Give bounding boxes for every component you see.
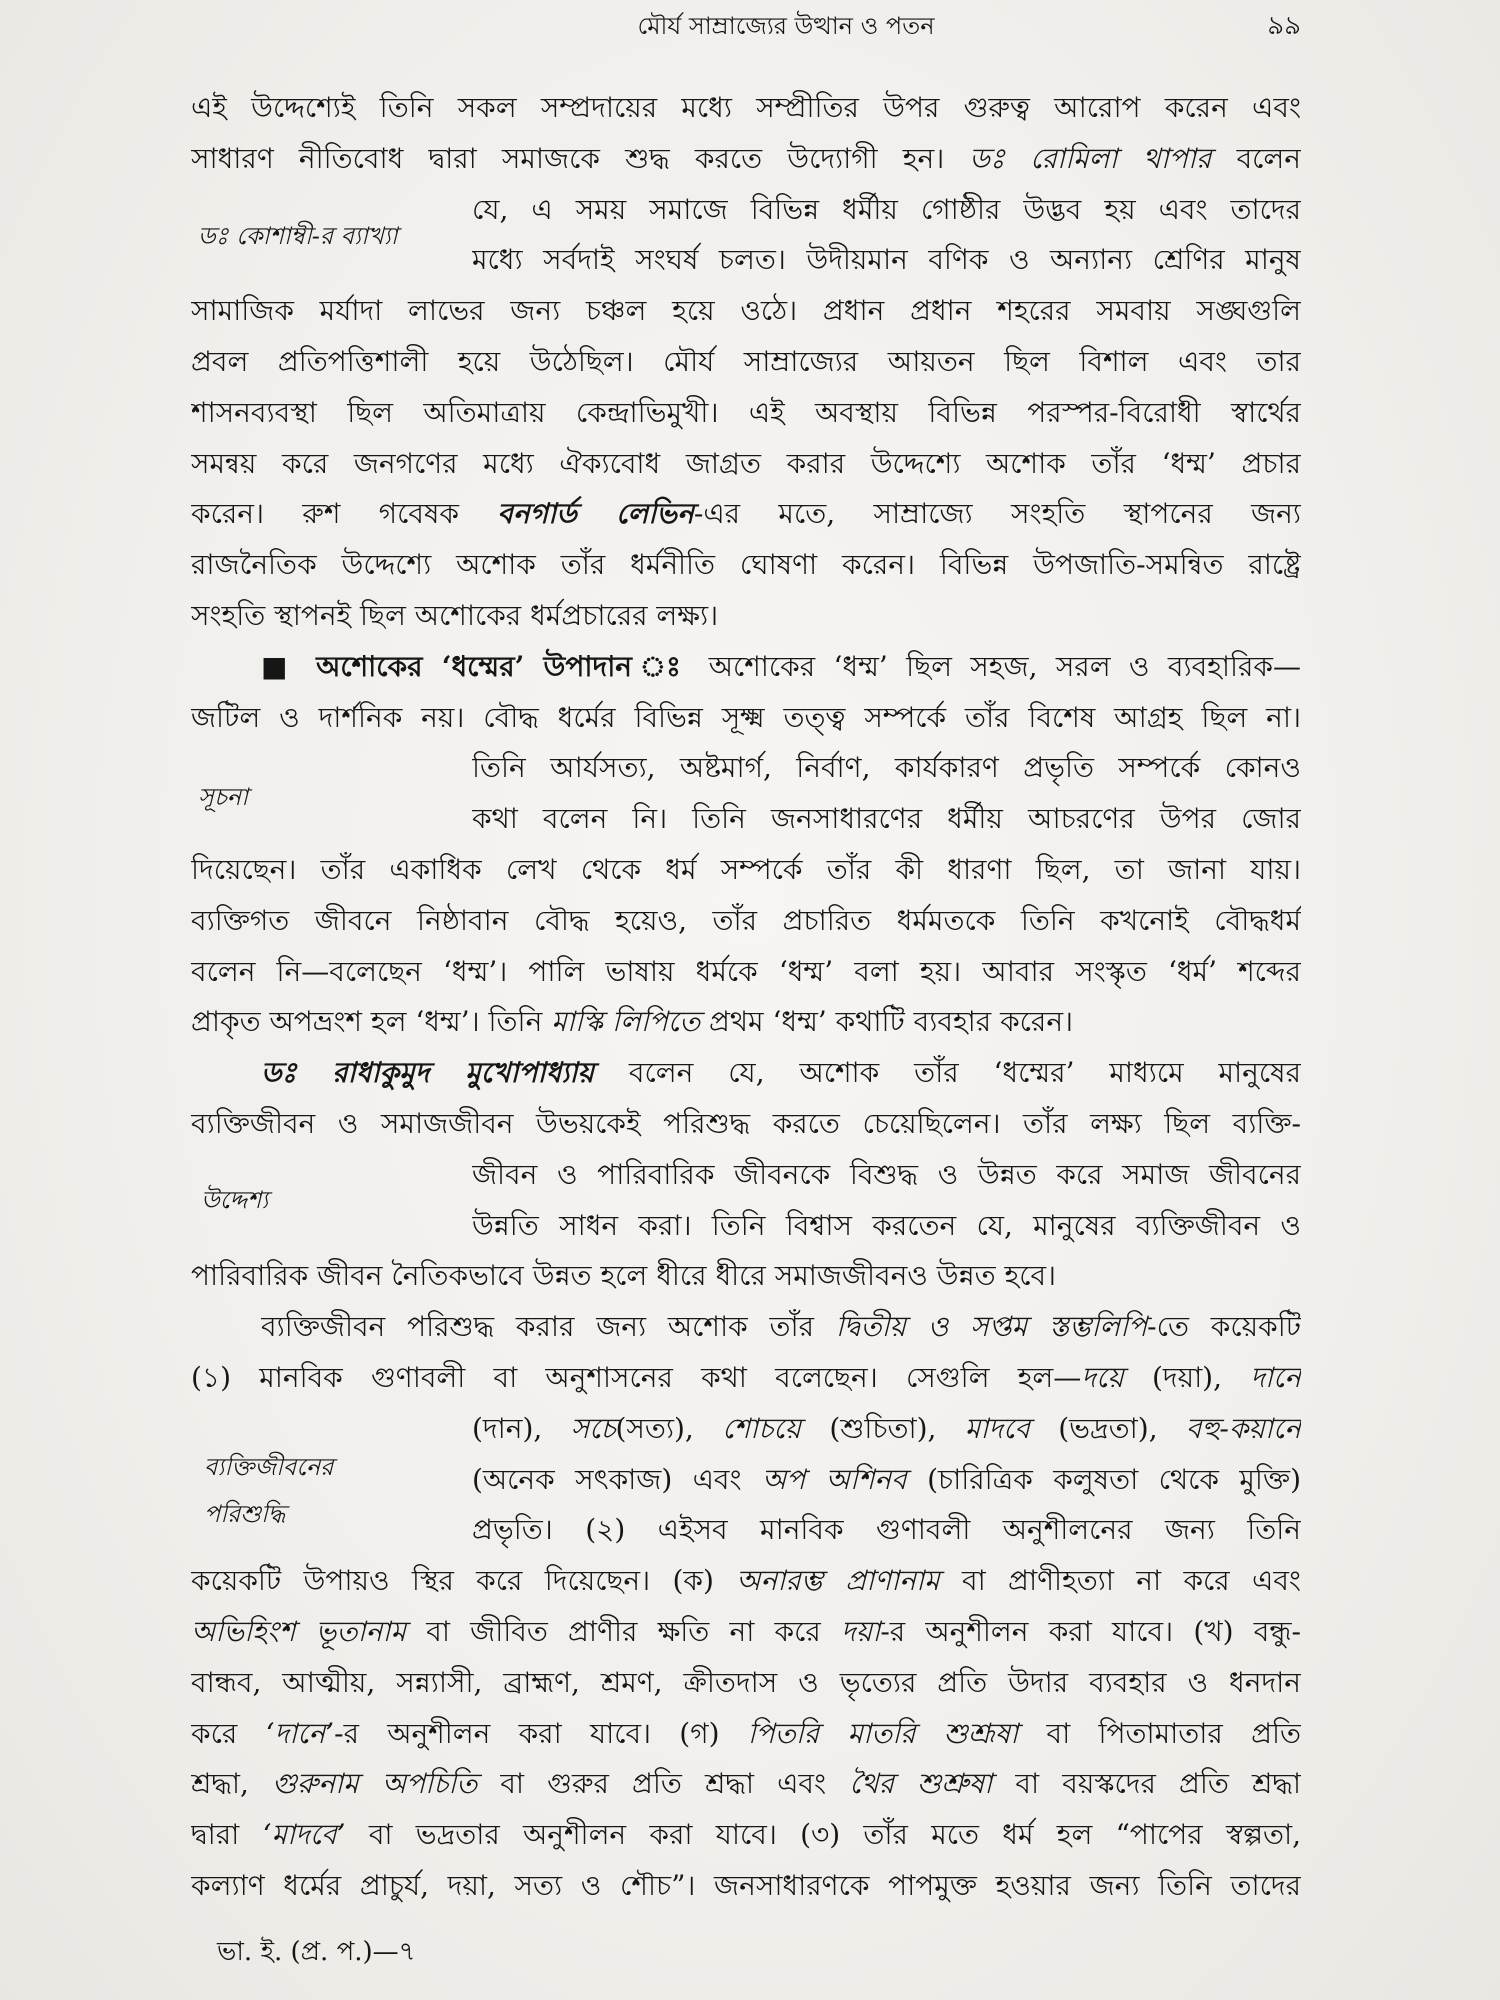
text-line: [191, 1709, 1301, 1760]
text-line: [191, 1099, 1301, 1150]
text-line: [191, 591, 1301, 642]
text-segment: যে, এ সময় সমাজে বিভিন্ন ধর্মীয় গোষ্ঠীর উদ্ভব হয় এবং তাদের: [472, 192, 1301, 226]
italic-term: বহু-কয়ানে: [1185, 1411, 1301, 1445]
text-segment: রাজনৈতিক উদ্দেশ্যে অশোক তাঁর ধর্মনীতি ঘোষণা করেন। বিভিন্ন উপজাতি-সমন্বিত রাষ্ট্রে: [191, 548, 1301, 582]
text-segment: (দয়া),: [1123, 1360, 1251, 1394]
text-line: [472, 1150, 1301, 1201]
text-line: [191, 1251, 1301, 1302]
italic-term: অনারম্ভ প্রাণানাম: [736, 1564, 940, 1598]
text-segment: কথা বলেন নি। তিনি জনসাধারণের ধর্মীয় আচরণের উপর জোর: [472, 802, 1301, 836]
italic-term: ‘দানে’: [265, 1716, 335, 1750]
text-segment: ব্যক্তিগত জীবনে নিষ্ঠাবান বৌদ্ধ হয়েও, তাঁর প্রচারিত ধর্মমতকে তিনি কখনোই বৌদ্ধধর্ম: [191, 903, 1301, 937]
text-line: [261, 1302, 1301, 1353]
text-segment: (চারিত্রিক কলুষতা থেকে মুক্তি): [906, 1462, 1301, 1496]
italic-term: দয়া: [841, 1614, 881, 1648]
text-segment: (১) মানবিক গুণাবলী বা অনুশাসনের কথা বলেছেন। সেগুলি হল—: [191, 1360, 1082, 1394]
text-segment: পারিবারিক জীবন নৈতিকভাবে উন্নত হলে ধীরে ধীরে সমাজজীবনও উন্নত হবে।: [191, 1259, 1057, 1293]
italic-term: ডঃ রোমিলা থাপার: [969, 141, 1212, 175]
text-segment: কল্যাণ ধর্মের প্রাচুর্য, দয়া, সত্য ও শৌচ”। জনসাধারণকে পাপমুক্ত হওয়ার জন্য তিনি তাদের: [191, 1868, 1301, 1902]
text-line: [472, 743, 1301, 794]
text-line: [191, 693, 1301, 744]
text-segment: বা ভদ্রতার অনুশীলন করা যাবে। (৩) তাঁর মতে ধর্ম হল “পাপের স্বল্পতা,: [345, 1818, 1301, 1852]
italic-term: গুরুনাম অপচিতি: [272, 1767, 478, 1801]
text-line: [472, 1201, 1301, 1252]
text-segment: -এর মতে, সাম্রাজ্যে সংহতি স্থাপনের জন্য: [693, 497, 1301, 531]
text-segment: (সত্য),: [615, 1411, 723, 1445]
text-segment: প্রথম ‘ধম্ম’ কথাটি ব্যবহার করেন।: [700, 1005, 1074, 1039]
text-line: [191, 286, 1301, 337]
italic-term: দানে: [1250, 1360, 1301, 1394]
text-line: [191, 1861, 1301, 1912]
margin-note-kosambi: ডঃ কোশাম্বী-র ব্যাখ্যা: [198, 222, 398, 250]
italic-term: ডঃ রাধাকুমুদ মুখোপাধ্যায়: [261, 1056, 595, 1090]
text-segment: এই উদ্দেশ্যেই তিনি সকল সম্প্রদায়ের মধ্যে সম্প্রীতির উপর গুরুত্ব আরোপ করেন এবং: [191, 91, 1301, 124]
text-segment: ব্যক্তিজীবন ও সমাজজীবন উভয়কেই পরিশুদ্ধ করতে চেয়েছিলেন। তাঁর লক্ষ্য ছিল ব্যক্তি-: [191, 1106, 1301, 1140]
text-segment: (দান),: [472, 1411, 571, 1445]
text-line: [191, 947, 1301, 998]
text-segment: কয়েকটি উপায়ও স্থির করে দিয়েছেন। (ক): [191, 1564, 737, 1598]
italic-term: থৈর শুশ্রুষা: [849, 1767, 993, 1801]
text-segment: জটিল ও দার্শনিক নয়। বৌদ্ধ ধর্মের বিভিন্ন সূক্ষ্ম তত্ত্ব সম্পর্কে তাঁর বিশেষ আগ্রহ ছিল না।: [191, 700, 1301, 734]
text-segment: বা বয়স্কদের প্রতি শ্রদ্ধা: [992, 1767, 1301, 1801]
text-line: [191, 896, 1301, 947]
text-segment: সাধারণ নীতিবোধ দ্বারা সমাজকে শুদ্ধ করতে উদ্যোগী হন।: [191, 141, 970, 175]
header-title: মৌর্য সাম্রাজ্যের উত্থান ও পতন: [637, 12, 935, 40]
text-line: [191, 997, 1301, 1048]
text-line: [472, 185, 1301, 236]
text-segment: শাসনব্যবস্থা ছিল অতিমাত্রায় কেন্দ্রাভিমুখী। এই অবস্থায় বিভিন্ন পরস্পর-বিরোধী স্বার্থের: [191, 395, 1301, 429]
text-segment: বলেন নি—বলেছেন ‘ধম্ম’। পালি ভাষায় ধর্মকে ‘ধম্ম’ বলা হয়। আবার সংস্কৃত ‘ধর্ম’ শব্দের: [191, 954, 1301, 988]
text-segment: -র অনুশীলন করা যাবে। (খ) বন্ধু-: [880, 1614, 1301, 1648]
text-segment: উন্নতি সাধন করা। তিনি বিশ্বাস করতেন যে, মানুষের ব্যক্তিজীবন ও: [472, 1208, 1301, 1242]
text-line: [261, 1048, 1301, 1099]
text-line: [191, 1810, 1301, 1861]
text-line: [191, 1759, 1301, 1810]
text-line: [472, 235, 1301, 286]
text-segment: (অনেক সৎকাজ) এবং: [472, 1462, 762, 1496]
text-segment: -তে কয়েকটি: [1147, 1310, 1301, 1344]
italic-term: বনগার্ড লেভিন: [497, 497, 694, 531]
running-header: [191, 6, 1301, 46]
text-segment: জীবন ও পারিবারিক জীবনকে বিশুদ্ধ ও উন্নত করে সমাজ জীবনের: [472, 1157, 1301, 1191]
text-line: [472, 1505, 1301, 1556]
italic-term: পিতরি মাতরি শুশ্রূষা: [747, 1716, 1019, 1750]
text-segment: (ভদ্রতা),: [1029, 1411, 1186, 1445]
italic-term: শোচয়ে: [722, 1411, 802, 1445]
text-segment: করেন। রুশ গবেষক: [191, 497, 498, 531]
text-segment: সংহতি স্থাপনই ছিল অশোকের ধর্মপ্রচারের লক্ষ্য।: [191, 598, 719, 632]
text-line: [191, 489, 1301, 540]
text-segment: বা পিতামাতার প্রতি: [1018, 1716, 1301, 1750]
text-segment: প্রাকৃত অপভ্রংশ হল ‘ধম্ম’। তিনি: [191, 1005, 552, 1039]
italic-term: অপ অশিনব: [761, 1462, 907, 1496]
text-segment: সামাজিক মর্যাদা লাভের জন্য চঞ্চল হয়ে ওঠে। প্রধান প্রধান শহরের সমবায় সঙ্ঘগুলি: [191, 294, 1301, 328]
text-segment: করে: [191, 1716, 266, 1750]
section-heading: ■ অশোকের ‘ধম্মের’ উপাদান ঃ: [261, 649, 691, 683]
text-line: [191, 1556, 1301, 1607]
text-segment: ব্যক্তিজীবন পরিশুদ্ধ করার জন্য অশোক তাঁর: [261, 1310, 836, 1344]
margin-note-parishuddhi-line1: ব্যক্তিজীবনের: [204, 1453, 334, 1481]
text-segment: বান্ধব, আত্মীয়, সন্ন্যাসী, ব্রাহ্মণ, শ্রমণ, ক্রীতদাস ও ভৃত্যের প্রতি উদার ব্যবহার ও ধনদান: [191, 1665, 1301, 1699]
text-segment: প্রবল প্রতিপত্তিশালী হয়ে উঠেছিল। মৌর্য সাম্রাজ্যের আয়তন ছিল বিশাল এবং তার: [191, 344, 1301, 378]
text-line: [472, 1404, 1301, 1455]
text-line: [261, 642, 1301, 693]
text-segment: প্রভৃতি। (২) এইসব মানবিক গুণাবলী অনুশীলনের জন্য তিনি: [472, 1513, 1301, 1547]
footer-signature: ভা. ই. (প্র. প.)—৭: [217, 1937, 416, 1967]
text-segment: মধ্যে সর্বদাই সংঘর্ষ চলত। উদীয়মান বণিক ও অন্যান্য শ্রেণির মানুষ: [472, 243, 1301, 277]
text-segment: সমন্বয় করে জনগণের মধ্যে ঐক্যবোধ জাগ্রত করার উদ্দেশ্যে অশোক তাঁর ‘ধম্ম’ প্রচার: [191, 446, 1301, 480]
text-segment: বা জীবিত প্রাণীর ক্ষতি না করে: [406, 1614, 841, 1648]
body-text: [191, 83, 1301, 1912]
text-segment: -র অনুশীলন করা যাবে। (গ): [334, 1716, 748, 1750]
italic-term: মাদবে: [964, 1411, 1030, 1445]
text-segment: দ্বারা: [191, 1818, 263, 1852]
text-line: [472, 794, 1301, 845]
text-segment: বা গুরুর প্রতি শ্রদ্ধা এবং: [477, 1767, 850, 1801]
margin-note-suchana: সূচনা: [198, 783, 249, 811]
italic-term: মাস্কি লিপিতে: [551, 1005, 701, 1039]
page-number: ৯৯: [1267, 11, 1301, 41]
text-segment: বলেন: [1211, 141, 1301, 175]
italic-term: সচে: [570, 1411, 616, 1445]
text-line: [472, 1455, 1301, 1506]
text-line: [191, 1607, 1301, 1658]
text-segment: দিয়েছেন। তাঁর একাধিক লেখ থেকে ধর্ম সম্পর্কে তাঁর কী ধারণা ছিল, তা জানা যায়।: [191, 852, 1301, 886]
text-line: [191, 540, 1301, 591]
italic-term: দয়ে: [1081, 1360, 1124, 1394]
text-line: [191, 337, 1301, 388]
text-line: [191, 845, 1301, 896]
margin-note-parishuddhi-line2: পরিশুদ্ধি: [204, 1500, 286, 1528]
text-line: [191, 1353, 1301, 1404]
italic-term: দ্বিতীয় ও সপ্তম স্তম্ভলিপি: [835, 1310, 1148, 1344]
text-segment: বলেন যে, অশোক তাঁর ‘ধম্মের’ মাধ্যমে মানুষের: [594, 1056, 1301, 1090]
text-segment: অশোকের ‘ধম্ম’ ছিল সহজ, সরল ও ব্যবহারিক—: [690, 649, 1301, 683]
text-line: [191, 1658, 1301, 1709]
text-line: [191, 83, 1301, 134]
text-segment: শ্রদ্ধা,: [191, 1767, 273, 1801]
text-segment: (শুচিতা),: [801, 1411, 965, 1445]
text-line: [191, 439, 1301, 490]
text-line: [191, 388, 1301, 439]
text-line: [191, 134, 1301, 185]
text-segment: বা প্রাণীহত্যা না করে এবং: [939, 1564, 1301, 1598]
italic-term: ‘মাদবে’: [262, 1818, 346, 1852]
text-segment: তিনি আর্যসত্য, অষ্টমার্গ, নির্বাণ, কার্যকারণ প্রভৃতি সম্পর্কে কোনও: [472, 751, 1301, 785]
margin-note-uddeshya: উদ্দেশ্য: [201, 1186, 269, 1214]
italic-term: অভিহিংশ ভূতানাম: [191, 1614, 407, 1648]
